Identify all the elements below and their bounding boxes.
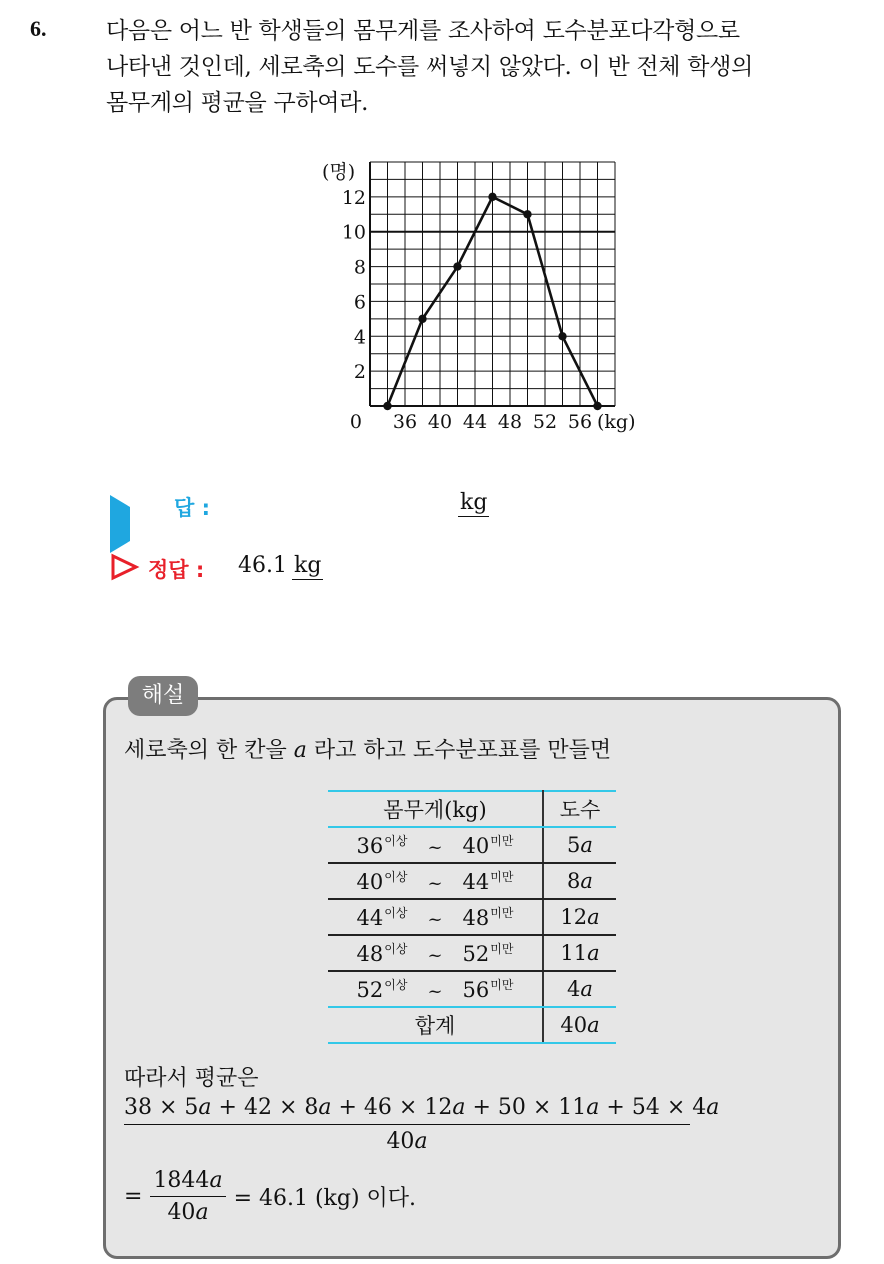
intro-variable: a — [293, 738, 307, 763]
intro-text-end: 라고 하고 도수분포표를 만들면 — [306, 738, 612, 763]
x-axis-label: (kg) — [597, 411, 636, 433]
x-tick-label: 44 — [462, 411, 488, 433]
answer-arrow-icon — [110, 495, 130, 553]
equals-sign: = — [124, 1184, 143, 1209]
above-marker: 이상 — [384, 870, 408, 884]
table-row — [328, 971, 616, 1007]
y-axis-label: (명) — [322, 161, 356, 183]
question-line-1: 다음은 어느 반 학생들의 몸무게를 조사하여 도수분포다각형으로 — [106, 18, 740, 44]
x-tick-label: 36 — [392, 411, 418, 433]
weight-range-cell — [328, 899, 543, 935]
range-tilde: ~ — [427, 981, 443, 1002]
weight-range-cell — [328, 863, 543, 899]
table-row — [328, 827, 616, 863]
mean-fraction-numerator: 38 × 5a + 42 × 8a + 46 × 12a + 50 × 11a + 54 × 4a — [124, 1095, 690, 1125]
data-point — [488, 193, 496, 201]
result-fraction — [150, 1168, 225, 1225]
correct-value: 46.1 — [238, 553, 287, 578]
frequency-cell: 11a — [543, 935, 616, 971]
question-number: 6. — [30, 16, 47, 41]
above-marker: 이상 — [384, 906, 408, 920]
result-fraction-numerator: 1844a — [150, 1168, 225, 1197]
range-from: $36^{이상}$ — [356, 834, 408, 858]
range-from: $44^{이상}$ — [356, 906, 408, 930]
explanation-intro — [124, 733, 611, 764]
table-header-frequency: 도수 — [543, 791, 616, 827]
table-row — [328, 863, 616, 899]
below-marker: 미만 — [490, 942, 514, 956]
range-from: $48^{이상}$ — [356, 942, 408, 966]
range-to: $52^{미만}$ — [462, 942, 514, 966]
y-tick-label: 12 — [341, 186, 366, 209]
weight-range-cell — [328, 827, 543, 863]
x-tick-label: 52 — [532, 411, 558, 433]
data-point — [558, 332, 566, 340]
y-tick-label: 4 — [353, 326, 366, 349]
range-to: $44^{미만}$ — [462, 870, 514, 894]
correct-arrow-icon — [110, 553, 140, 581]
question-line-3: 몸무게의 평균을 구하여라. — [106, 90, 369, 116]
range-tilde: ~ — [427, 909, 443, 930]
y-tick-label: 8 — [353, 256, 366, 279]
range-to: $56^{미만}$ — [462, 978, 514, 1002]
x-tick-label: 40 — [427, 411, 453, 433]
frequency-cell: 12a — [543, 899, 616, 935]
weight-range-cell — [328, 935, 543, 971]
answer-label: 답 : — [174, 496, 210, 520]
range-tilde: ~ — [427, 945, 443, 966]
above-marker: 이상 — [384, 942, 408, 956]
below-marker: 미만 — [490, 906, 514, 920]
y-tick-label: 10 — [341, 221, 366, 244]
data-point — [383, 402, 391, 410]
range-from: $40^{이상}$ — [356, 870, 408, 894]
range-to: $40^{미만}$ — [462, 834, 514, 858]
correct-unit: kg — [294, 553, 322, 578]
total-label: 합계 — [328, 1007, 543, 1043]
result-text: = 46.1 (kg) 이다. — [233, 1186, 417, 1211]
frequency-table — [328, 790, 616, 1044]
table-row — [328, 935, 616, 971]
above-marker: 이상 — [384, 834, 408, 848]
intro-text: 세로축의 한 칸을 — [124, 738, 294, 763]
range-to: $48^{미만}$ — [462, 906, 514, 930]
x-tick-label: 48 — [497, 411, 523, 433]
below-marker: 미만 — [490, 870, 514, 884]
table-header-weight: 몸무게(kg) — [328, 791, 543, 827]
y-tick-label: 2 — [353, 361, 366, 384]
explanation-tab: 해설 — [128, 676, 198, 716]
range-tilde: ~ — [427, 873, 443, 894]
total-value: 40a — [543, 1007, 616, 1043]
frequency-polygon-chart — [300, 150, 660, 440]
above-marker: 이상 — [384, 978, 408, 992]
below-marker: 미만 — [490, 978, 514, 992]
frequency-cell: 8a — [543, 863, 616, 899]
y-tick-label: 6 — [353, 291, 366, 314]
correct-label: 정답 : — [148, 558, 205, 582]
frequency-cell: 5a — [543, 827, 616, 863]
mean-fraction-denominator: 40a — [386, 1129, 428, 1154]
weight-range-cell — [328, 971, 543, 1007]
table-total-row — [328, 1007, 616, 1043]
range-from: $52^{이상}$ — [356, 978, 408, 1002]
data-point — [418, 315, 426, 323]
origin-label: 0 — [349, 411, 362, 433]
result-line — [124, 1168, 416, 1225]
data-point — [523, 210, 531, 218]
frequency-cell: 4a — [543, 971, 616, 1007]
range-tilde: ~ — [427, 837, 443, 858]
x-tick-label: 56 — [567, 411, 593, 433]
therefore-text: 따라서 평균은 — [124, 1066, 259, 1091]
question-line-2: 나타낸 것인데, 세로축의 도수를 써넣지 않았다. 이 반 전체 학생의 — [106, 54, 753, 80]
data-point — [593, 402, 601, 410]
table-row — [328, 899, 616, 935]
answer-unit: kg — [460, 490, 488, 515]
below-marker: 미만 — [490, 834, 514, 848]
result-fraction-denominator: 40a — [167, 1200, 209, 1225]
data-point — [453, 262, 461, 270]
mean-fraction — [124, 1095, 720, 1154]
